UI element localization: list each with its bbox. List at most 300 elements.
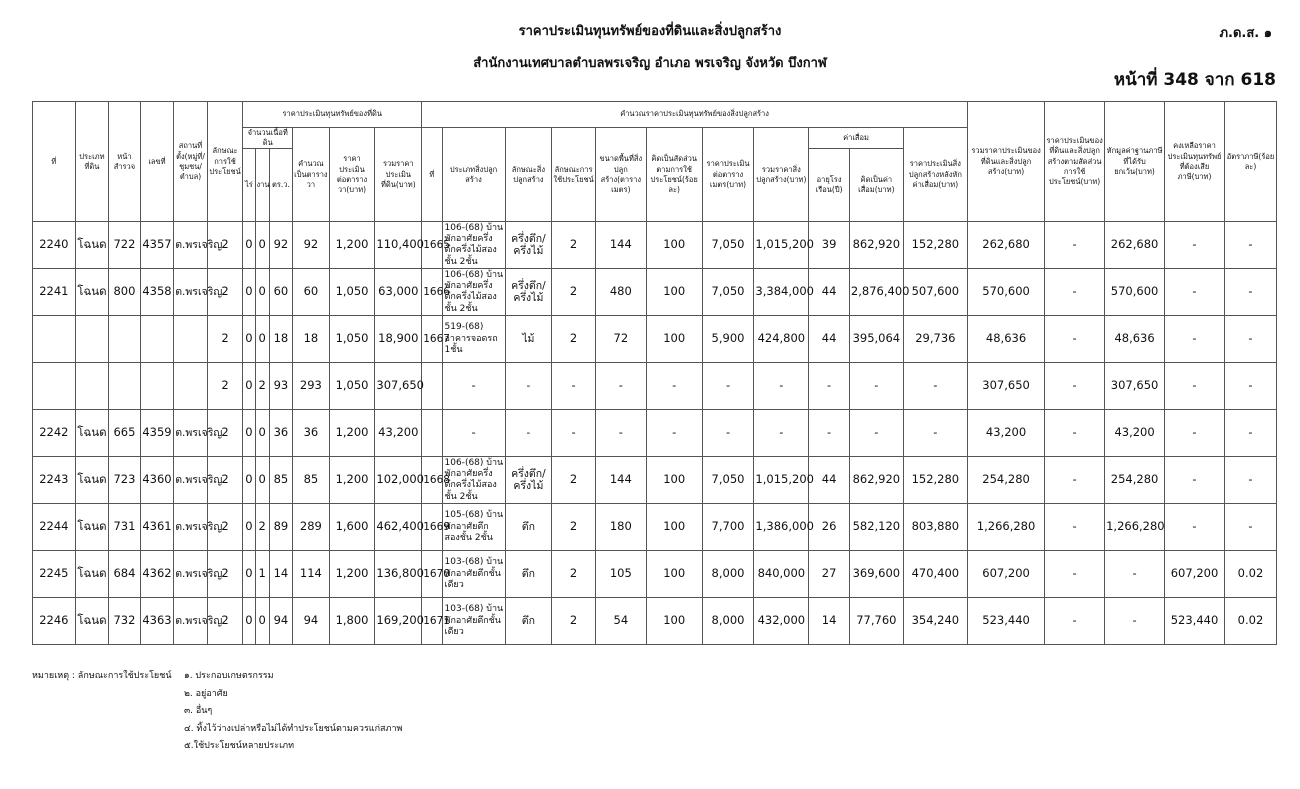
cell-doc-type: โฉนด xyxy=(75,551,109,598)
notes-label: หมายเหตุ : ลักษณะการใช้ประโยชน์ xyxy=(32,671,172,681)
col-b-area: ขนาดพื้นที่สิ่งปลูกสร้าง(ตารางเมตร) xyxy=(595,128,646,222)
cell-no: 2243 xyxy=(33,457,76,504)
cell-land-use: 2 xyxy=(207,269,243,316)
table-row xyxy=(33,551,1277,598)
cell-doc-type xyxy=(75,363,109,410)
cell-b-type: 519-(68) อาคารจอดรถ 1ชั้น xyxy=(442,316,505,363)
cell-remaining: - xyxy=(1165,504,1225,551)
col-depr-group: ค่าเสื่อม xyxy=(809,128,903,149)
cell-b-price-per-m: 5,900 xyxy=(702,316,754,363)
cell-doc-no: 4363 xyxy=(140,598,174,645)
cell-b-percent: 100 xyxy=(646,551,702,598)
cell-price-per-wa: 1,200 xyxy=(329,551,375,598)
col-b-age: อายุโรงเรือน(ปี) xyxy=(809,149,850,222)
cell-b-use: - xyxy=(552,363,596,410)
cell-b-type: 105-(68) บ้านพักอาศัยตึกสองชั้น 2ชั้น xyxy=(442,504,505,551)
cell-tax-rate: - xyxy=(1224,222,1276,269)
cell-b-no: 1670 xyxy=(422,551,442,598)
cell-no: 2241 xyxy=(33,269,76,316)
cell-b-total: - xyxy=(754,410,809,457)
cell-rai: 0 xyxy=(243,269,255,316)
cell-land-total: 169,200 xyxy=(375,598,422,645)
cell-b-age: 44 xyxy=(809,457,850,504)
col-wa: ตร.ว. xyxy=(269,149,292,222)
col-b-after-depr: ราคาประเมินสิ่งปลูกสร้างหลังหักค่าเสื่อม(บาท) xyxy=(903,128,967,222)
col-building-group: คำนวณราคาประเมินทุนทรัพย์ของสิ่งปลูกสร้าง xyxy=(422,102,968,128)
cell-b-after-depr: 152,280 xyxy=(903,457,967,504)
table-row xyxy=(33,410,1277,457)
cell-b-depr: 862,920 xyxy=(849,457,903,504)
cell-remaining: 523,440 xyxy=(1165,598,1225,645)
cell-land-total: 110,400 xyxy=(375,222,422,269)
cell-rai: 0 xyxy=(243,504,255,551)
cell-doc-no xyxy=(140,316,174,363)
note-item: ๕.ใช้ประโยชน์หลายประเภท xyxy=(184,741,295,751)
cell-b-age: 26 xyxy=(809,504,850,551)
cell-land-use: 2 xyxy=(207,316,243,363)
cell-b-type: - xyxy=(442,410,505,457)
cell-land-total: 462,400 xyxy=(375,504,422,551)
cell-exemption: 570,600 xyxy=(1105,269,1165,316)
cell-total-value: 254,280 xyxy=(967,457,1044,504)
cell-b-no: 1665 xyxy=(422,222,442,269)
cell-location: ต.พรเจริญ xyxy=(174,222,208,269)
cell-b-total: 3,384,000 xyxy=(754,269,809,316)
col-doc-no: เลขที่ xyxy=(140,102,174,222)
cell-price-per-wa: 1,600 xyxy=(329,504,375,551)
cell-b-type: 103-(68) บ้านพักอาศัยตึกชั้นเดียว xyxy=(442,598,505,645)
cell-b-no: 1668 xyxy=(422,457,442,504)
cell-price-per-wa: 1,050 xyxy=(329,269,375,316)
table-row xyxy=(33,504,1277,551)
cell-total-value: 307,650 xyxy=(967,363,1044,410)
cell-b-price-per-m: 7,050 xyxy=(702,457,754,504)
col-b-use: ลักษณะการใช้ประโยชน์ xyxy=(552,128,596,222)
cell-location: ต.พรเจริญ xyxy=(174,551,208,598)
col-b-depr: คิดเป็นค่าเสื่อม(บาท) xyxy=(849,149,903,222)
cell-area-wa: 114 xyxy=(293,551,330,598)
cell-no: 2242 xyxy=(33,410,76,457)
cell-b-area: 144 xyxy=(595,457,646,504)
cell-ngan: 0 xyxy=(255,457,269,504)
cell-exemption: 43,200 xyxy=(1105,410,1165,457)
col-total-value: รวมราคาประเมินของที่ดินและสิ่งปลูกสร้าง(บาท) xyxy=(967,102,1044,222)
cell-land-use: 2 xyxy=(207,551,243,598)
cell-b-style: ครึ่งตึก/ครึ่งไม้ xyxy=(505,269,552,316)
cell-b-style: ครึ่งตึก/ครึ่งไม้ xyxy=(505,457,552,504)
cell-b-area: 105 xyxy=(595,551,646,598)
table-row xyxy=(33,457,1277,504)
cell-doc-no: 4362 xyxy=(140,551,174,598)
cell-ngan: 0 xyxy=(255,269,269,316)
col-area-group: จำนวนเนื้อที่ดิน xyxy=(243,128,293,149)
cell-b-depr: - xyxy=(849,363,903,410)
cell-proportional: - xyxy=(1045,551,1105,598)
cell-b-area: 144 xyxy=(595,222,646,269)
document-subtitle: สำนักงานเทศบาลตำบลพรเจริญ อำเภอ พรเจริญ จังหวัด บึงกาฬ xyxy=(473,56,827,71)
cell-b-age: 14 xyxy=(809,598,850,645)
cell-total-value: 1,266,280 xyxy=(967,504,1044,551)
cell-b-percent: 100 xyxy=(646,598,702,645)
cell-price-per-wa: 1,800 xyxy=(329,598,375,645)
cell-b-age: - xyxy=(809,363,850,410)
cell-land-use: 2 xyxy=(207,410,243,457)
cell-b-age: - xyxy=(809,410,850,457)
cell-b-after-depr: 507,600 xyxy=(903,269,967,316)
cell-area-wa: 36 xyxy=(293,410,330,457)
cell-tax-rate: - xyxy=(1224,457,1276,504)
cell-land-total: 43,200 xyxy=(375,410,422,457)
cell-b-after-depr: 470,400 xyxy=(903,551,967,598)
cell-b-after-depr: 152,280 xyxy=(903,222,967,269)
cell-location: ต.พรเจริญ xyxy=(174,269,208,316)
col-b-price-per-m: ราคาประเมินต่อตารางเมตร(บาท) xyxy=(702,128,754,222)
cell-b-after-depr: 29,736 xyxy=(903,316,967,363)
cell-b-total: 1,015,200 xyxy=(754,222,809,269)
col-doc-type: ประเภทที่ดิน xyxy=(75,102,109,222)
table-row xyxy=(33,316,1277,363)
cell-location: ต.พรเจริญ xyxy=(174,504,208,551)
cell-land-total: 102,000 xyxy=(375,457,422,504)
cell-b-after-depr: - xyxy=(903,410,967,457)
notes-items xyxy=(184,668,402,756)
cell-wa: 94 xyxy=(269,598,292,645)
table-row xyxy=(33,269,1277,316)
cell-b-style: ตึก xyxy=(505,551,552,598)
col-proportional-value: ราคาประเมินของที่ดินและสิ่งปลูกสร้างตามสัดส่วนการใช้ประโยชน์(บาท) xyxy=(1045,102,1105,222)
cell-exemption: 1,266,280 xyxy=(1105,504,1165,551)
cell-b-total: 1,015,200 xyxy=(754,457,809,504)
cell-doc-no: 4360 xyxy=(140,457,174,504)
cell-b-price-per-m: 8,000 xyxy=(702,551,754,598)
col-rai: ไร่ xyxy=(243,149,255,222)
cell-ngan: 0 xyxy=(255,410,269,457)
cell-b-after-depr: 354,240 xyxy=(903,598,967,645)
cell-proportional: - xyxy=(1045,269,1105,316)
cell-ngan: 2 xyxy=(255,504,269,551)
cell-doc-type: โฉนด xyxy=(75,269,109,316)
cell-no xyxy=(33,316,76,363)
cell-b-use: 2 xyxy=(552,457,596,504)
cell-no: 2245 xyxy=(33,551,76,598)
cell-b-area: - xyxy=(595,410,646,457)
cell-b-after-depr: 803,880 xyxy=(903,504,967,551)
cell-location xyxy=(174,316,208,363)
document-title: ราคาประเมินทุนทรัพย์ของที่ดินและสิ่งปลูกสร้าง xyxy=(518,24,782,39)
cell-price-per-wa: 1,050 xyxy=(329,363,375,410)
cell-wa: 92 xyxy=(269,222,292,269)
cell-ngan: 0 xyxy=(255,316,269,363)
cell-survey-page xyxy=(109,363,141,410)
cell-b-price-per-m: - xyxy=(702,363,754,410)
cell-b-age: 44 xyxy=(809,316,850,363)
cell-price-per-wa: 1,200 xyxy=(329,222,375,269)
cell-b-depr: 2,876,400 xyxy=(849,269,903,316)
cell-location: ต.พรเจริญ xyxy=(174,598,208,645)
cell-b-no: 1667 xyxy=(422,316,442,363)
cell-total-value: 43,200 xyxy=(967,410,1044,457)
cell-b-style: ไม้ xyxy=(505,316,552,363)
cell-wa: 93 xyxy=(269,363,292,410)
cell-b-total: 432,000 xyxy=(754,598,809,645)
cell-area-wa: 60 xyxy=(293,269,330,316)
cell-total-value: 607,200 xyxy=(967,551,1044,598)
cell-wa: 14 xyxy=(269,551,292,598)
cell-proportional: - xyxy=(1045,222,1105,269)
cell-total-value: 570,600 xyxy=(967,269,1044,316)
cell-b-percent: 100 xyxy=(646,457,702,504)
col-remaining: คงเหลือราคาประเมินทุนทรัพย์ที่ต้องเสียภาษี(บาท) xyxy=(1165,102,1225,222)
cell-land-total: 136,800 xyxy=(375,551,422,598)
cell-survey-page: 723 xyxy=(109,457,141,504)
cell-remaining: - xyxy=(1165,269,1225,316)
cell-b-percent: 100 xyxy=(646,316,702,363)
cell-survey-page: 800 xyxy=(109,269,141,316)
cell-total-value: 262,680 xyxy=(967,222,1044,269)
cell-b-type: - xyxy=(442,363,505,410)
cell-exemption: - xyxy=(1105,598,1165,645)
cell-doc-type: โฉนด xyxy=(75,410,109,457)
cell-proportional: - xyxy=(1045,598,1105,645)
cell-location xyxy=(174,363,208,410)
form-code: ภ.ด.ส. ๑ xyxy=(1219,26,1272,41)
page-info: หน้าที่ 348 จาก 618 xyxy=(1113,70,1276,90)
cell-b-age: 39 xyxy=(809,222,850,269)
cell-b-area: 480 xyxy=(595,269,646,316)
cell-ngan: 2 xyxy=(255,363,269,410)
cell-b-area: - xyxy=(595,363,646,410)
cell-b-price-per-m: - xyxy=(702,410,754,457)
cell-remaining: - xyxy=(1165,316,1225,363)
cell-no: 2246 xyxy=(33,598,76,645)
cell-rai: 0 xyxy=(243,598,255,645)
cell-b-percent: 100 xyxy=(646,269,702,316)
cell-wa: 18 xyxy=(269,316,292,363)
table-row xyxy=(33,222,1277,269)
cell-b-depr: 395,064 xyxy=(849,316,903,363)
cell-b-price-per-m: 7,050 xyxy=(702,222,754,269)
cell-land-use: 2 xyxy=(207,457,243,504)
cell-remaining: - xyxy=(1165,410,1225,457)
cell-exemption: - xyxy=(1105,551,1165,598)
note-item: ๓. อื่นๆ xyxy=(184,706,213,716)
cell-land-use: 2 xyxy=(207,222,243,269)
cell-b-price-per-m: 8,000 xyxy=(702,598,754,645)
cell-ngan: 1 xyxy=(255,551,269,598)
cell-b-use: 2 xyxy=(552,222,596,269)
cell-doc-no: 4357 xyxy=(140,222,174,269)
cell-b-percent: 100 xyxy=(646,504,702,551)
cell-b-percent: - xyxy=(646,410,702,457)
cell-remaining: - xyxy=(1165,222,1225,269)
cell-land-total: 63,000 xyxy=(375,269,422,316)
cell-tax-rate: - xyxy=(1224,504,1276,551)
cell-rai: 0 xyxy=(243,410,255,457)
col-exemption: หักมูลค่าฐานภาษีที่ได้รับยกเว้น(บาท) xyxy=(1105,102,1165,222)
cell-rai: 0 xyxy=(243,222,255,269)
cell-remaining: - xyxy=(1165,457,1225,504)
cell-b-area: 180 xyxy=(595,504,646,551)
cell-doc-no: 4361 xyxy=(140,504,174,551)
cell-wa: 36 xyxy=(269,410,292,457)
col-location: สถานที่ตั้ง(หมู่ที่/ชุมชน/ตำบล) xyxy=(174,102,208,222)
cell-no xyxy=(33,363,76,410)
cell-b-style: ครึ่งตึก/ครึ่งไม้ xyxy=(505,222,552,269)
col-b-no: ที่ xyxy=(422,128,442,222)
cell-proportional: - xyxy=(1045,504,1105,551)
col-b-style: ลักษณะสิ่งปลูกสร้าง xyxy=(505,128,552,222)
cell-proportional: - xyxy=(1045,363,1105,410)
cell-area-wa: 18 xyxy=(293,316,330,363)
cell-tax-rate: - xyxy=(1224,363,1276,410)
cell-rai: 0 xyxy=(243,551,255,598)
cell-exemption: 307,650 xyxy=(1105,363,1165,410)
cell-b-age: 44 xyxy=(809,269,850,316)
cell-ngan: 0 xyxy=(255,598,269,645)
cell-area-wa: 85 xyxy=(293,457,330,504)
cell-area-wa: 94 xyxy=(293,598,330,645)
col-no: ที่ xyxy=(33,102,76,222)
cell-price-per-wa: 1,200 xyxy=(329,410,375,457)
cell-total-value: 48,636 xyxy=(967,316,1044,363)
cell-survey-page: 732 xyxy=(109,598,141,645)
cell-b-depr: 369,600 xyxy=(849,551,903,598)
cell-b-type: 106-(68) บ้านพักอาศัยครึ่งตึกครึ่งไม้สองชั้น 2ชั้น xyxy=(442,457,505,504)
cell-survey-page: 722 xyxy=(109,222,141,269)
cell-land-use: 2 xyxy=(207,363,243,410)
cell-land-use: 2 xyxy=(207,598,243,645)
cell-exemption: 48,636 xyxy=(1105,316,1165,363)
col-survey-page: หน้าสำรวจ xyxy=(109,102,141,222)
cell-wa: 60 xyxy=(269,269,292,316)
cell-b-percent: 100 xyxy=(646,222,702,269)
cell-b-no xyxy=(422,363,442,410)
cell-tax-rate: 0.02 xyxy=(1224,551,1276,598)
cell-rai: 0 xyxy=(243,316,255,363)
cell-b-use: 2 xyxy=(552,269,596,316)
cell-b-style: ตึก xyxy=(505,504,552,551)
cell-doc-type: โฉนด xyxy=(75,222,109,269)
note-item: ๔. ทิ้งไว้ว่างเปล่าหรือไม่ได้ทำประโยชน์ตามควรแก่สภาพ xyxy=(184,723,403,734)
cell-survey-page: 731 xyxy=(109,504,141,551)
cell-b-no: 1666 xyxy=(422,269,442,316)
col-area-wa: คำนวณเป็นตารางวา xyxy=(293,128,330,222)
cell-ngan: 0 xyxy=(255,222,269,269)
table-row xyxy=(33,363,1277,410)
col-land-group: ราคาประเมินทุนทรัพย์ของที่ดิน xyxy=(243,102,422,128)
cell-doc-type: โฉนด xyxy=(75,457,109,504)
cell-exemption: 262,680 xyxy=(1105,222,1165,269)
cell-land-use: 2 xyxy=(207,504,243,551)
cell-remaining: 607,200 xyxy=(1165,551,1225,598)
cell-b-area: 54 xyxy=(595,598,646,645)
cell-b-use: 2 xyxy=(552,316,596,363)
cell-area-wa: 289 xyxy=(293,504,330,551)
cell-b-depr: 77,760 xyxy=(849,598,903,645)
cell-no: 2240 xyxy=(33,222,76,269)
cell-b-style: - xyxy=(505,363,552,410)
table-row xyxy=(33,598,1277,645)
cell-b-total: 424,800 xyxy=(754,316,809,363)
table-body xyxy=(33,222,1277,645)
cell-b-type: 103-(68) บ้านพักอาศัยตึกชั้นเดียว xyxy=(442,551,505,598)
cell-b-total: - xyxy=(754,363,809,410)
col-land-total: รวมราคาประเมินที่ดิน(บาท) xyxy=(375,128,422,222)
cell-b-use: 2 xyxy=(552,598,596,645)
cell-proportional: - xyxy=(1045,410,1105,457)
cell-survey-page: 665 xyxy=(109,410,141,457)
assessment-table xyxy=(32,101,1277,645)
cell-total-value: 523,440 xyxy=(967,598,1044,645)
cell-price-per-wa: 1,050 xyxy=(329,316,375,363)
cell-wa: 89 xyxy=(269,504,292,551)
cell-b-depr: 582,120 xyxy=(849,504,903,551)
cell-rai: 0 xyxy=(243,457,255,504)
cell-land-total: 18,900 xyxy=(375,316,422,363)
cell-survey-page: 684 xyxy=(109,551,141,598)
cell-b-use: 2 xyxy=(552,504,596,551)
cell-area-wa: 92 xyxy=(293,222,330,269)
cell-doc-type: โฉนด xyxy=(75,504,109,551)
cell-b-type: 106-(68) บ้านพักอาศัยครึ่งตึกครึ่งไม้สองชั้น 2ชั้น xyxy=(442,222,505,269)
cell-land-total: 307,650 xyxy=(375,363,422,410)
col-b-total: รวมราคาสิ่งปลูกสร้าง(บาท) xyxy=(754,128,809,222)
cell-b-total: 1,386,000 xyxy=(754,504,809,551)
cell-wa: 85 xyxy=(269,457,292,504)
cell-b-total: 840,000 xyxy=(754,551,809,598)
cell-location: ต.พรเจริญ xyxy=(174,410,208,457)
cell-b-price-per-m: 7,050 xyxy=(702,269,754,316)
note-item: ๒. อยู่อาศัย xyxy=(184,688,228,699)
cell-b-after-depr: - xyxy=(903,363,967,410)
cell-tax-rate: - xyxy=(1224,316,1276,363)
cell-b-no: 1671 xyxy=(422,598,442,645)
cell-rai: 0 xyxy=(243,363,255,410)
cell-b-style: - xyxy=(505,410,552,457)
col-price-per-wa: ราคาประเมินต่อตารางวา(บาท) xyxy=(329,128,375,222)
cell-no: 2244 xyxy=(33,504,76,551)
cell-b-age: 27 xyxy=(809,551,850,598)
cell-b-area: 72 xyxy=(595,316,646,363)
cell-survey-page xyxy=(109,316,141,363)
cell-price-per-wa: 1,200 xyxy=(329,457,375,504)
cell-exemption: 254,280 xyxy=(1105,457,1165,504)
note-item: ๑. ประกอบเกษตรกรรม xyxy=(184,671,274,681)
cell-doc-no: 4358 xyxy=(140,269,174,316)
cell-b-depr: 862,920 xyxy=(849,222,903,269)
cell-b-style: ตึก xyxy=(505,598,552,645)
cell-remaining: - xyxy=(1165,363,1225,410)
col-tax-rate: อัตราภาษี(ร้อยละ) xyxy=(1224,102,1276,222)
cell-b-no xyxy=(422,410,442,457)
cell-doc-no xyxy=(140,363,174,410)
cell-proportional: - xyxy=(1045,457,1105,504)
cell-tax-rate: - xyxy=(1224,269,1276,316)
cell-b-price-per-m: 7,700 xyxy=(702,504,754,551)
cell-b-no: 1669 xyxy=(422,504,442,551)
cell-b-depr: - xyxy=(849,410,903,457)
cell-proportional: - xyxy=(1045,316,1105,363)
cell-b-use: - xyxy=(552,410,596,457)
cell-doc-no: 4359 xyxy=(140,410,174,457)
cell-area-wa: 293 xyxy=(293,363,330,410)
cell-tax-rate: - xyxy=(1224,410,1276,457)
col-land-use: ลักษณะการใช้ประโยชน์ xyxy=(207,102,243,222)
col-b-type: ประเภทสิ่งปลูกสร้าง xyxy=(442,128,505,222)
cell-location: ต.พรเจริญ xyxy=(174,457,208,504)
cell-b-type: 106-(68) บ้านพักอาศัยครึ่งตึกครึ่งไม้สองชั้น 2ชั้น xyxy=(442,269,505,316)
cell-b-percent: - xyxy=(646,363,702,410)
